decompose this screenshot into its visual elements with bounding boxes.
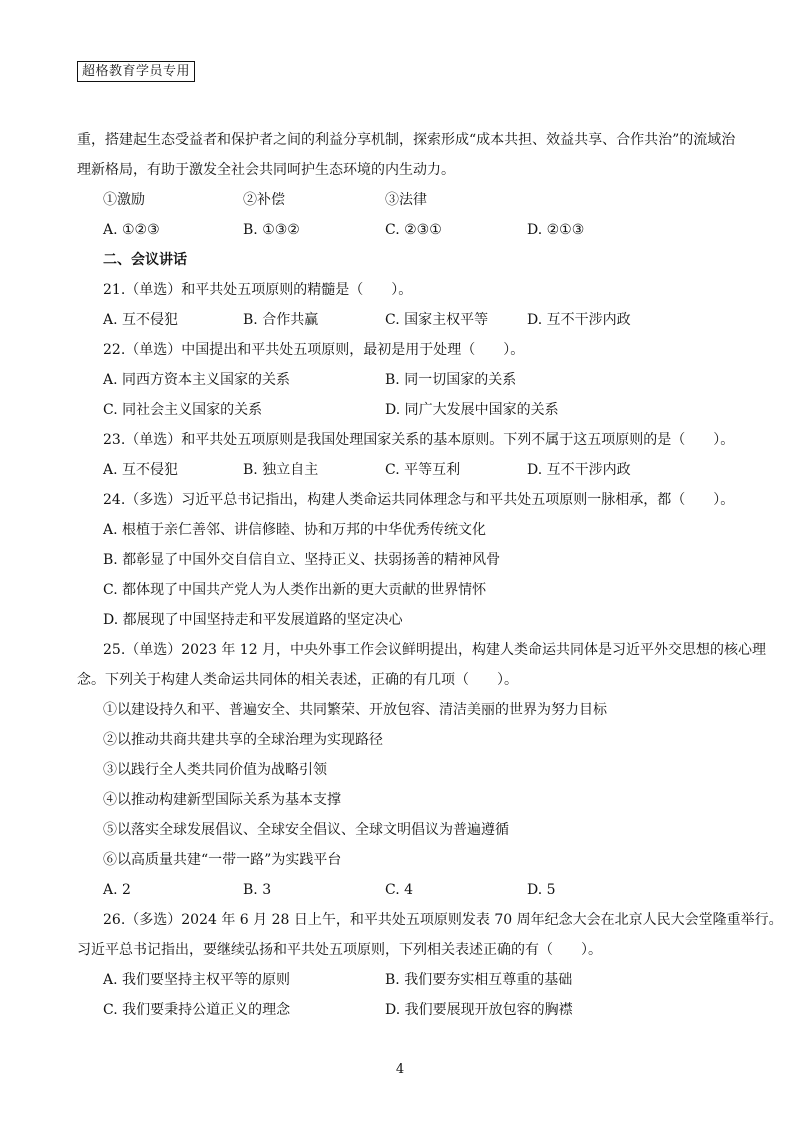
q26-option-c: C. 我们要秉持公道正义的理念 <box>103 1002 291 1018</box>
q22-stem: 22.（单选）中国提出和平共处五项原则，最初是用于处理（ ）。 <box>103 342 525 358</box>
q21-option-b: B. 合作共赢 <box>243 312 319 328</box>
q20-option-a: A. ①②③ <box>103 222 160 238</box>
q23-option-c: C. 平等互利 <box>385 462 461 478</box>
q22-option-b: B. 同一切国家的关系 <box>385 372 517 388</box>
q26-stem-line-1: 26.（多选）2024 年 6 月 28 日上午，和平共处五项原则发表 70 周年纪念大会在北京人民大会堂隆重举行。 <box>103 912 783 928</box>
q23-stem: 23.（单选）和平共处五项原则是我国处理国家关系的基本原则。下列不属于这五项原则的是（ ）。 <box>103 432 735 448</box>
q25-option-c: C. 4 <box>385 882 414 898</box>
q25-stem-line-2: 念。下列关于构建人类命运共同体的相关表述，正确的有几项（ ）。 <box>77 672 518 688</box>
q21-stem: 21.（单选）和平共处五项原则的精髓是（ ）。 <box>103 282 413 298</box>
q25-stem-line-1: 25.（单选）2023 年 12 月，中央外事工作会议鲜明提出，构建人类命运共同体是习近平外交思想的核心理 <box>103 642 767 658</box>
q20-text-line-2: 理新格局，有助于激发全社会共同呵护生态环境的内生动力。 <box>77 162 455 178</box>
q20-item-2: ②补偿 <box>243 192 285 208</box>
q21-option-a: A. 互不侵犯 <box>103 312 179 328</box>
q25-item-6: ⑥以高质量共建“一带一路”为实践平台 <box>103 852 342 868</box>
watermark-stamp: 超格教育学员专用 <box>77 61 195 82</box>
q26-option-b: B. 我们要夯实相互尊重的基础 <box>385 972 573 988</box>
q25-item-2: ②以推动共商共建共享的全球治理为实现路径 <box>103 732 383 748</box>
q23-option-d: D. 互不干涉内政 <box>527 462 631 478</box>
q24-option-a: A. 根植于亲仁善邻、讲信修睦、协和万邦的中华优秀传统文化 <box>103 522 487 538</box>
q25-option-a: A. 2 <box>103 882 131 898</box>
q26-option-a: A. 我们要坚持主权平等的原则 <box>103 972 291 988</box>
q24-option-d: D. 都展现了中国坚持走和平发展道路的坚定决心 <box>103 612 403 628</box>
q21-option-c: C. 国家主权平等 <box>385 312 489 328</box>
q21-option-d: D. 互不干涉内政 <box>527 312 631 328</box>
page-number: 4 <box>395 1062 405 1077</box>
q25-item-3: ③以践行全人类共同价值为战略引领 <box>103 762 327 778</box>
q25-item-1: ①以建设持久和平、普遍安全、共同繁荣、开放包容、清洁美丽的世界为努力目标 <box>103 702 607 718</box>
q22-option-c: C. 同社会主义国家的关系 <box>103 402 263 418</box>
q26-option-d: D. 我们要展现开放包容的胸襟 <box>385 1002 573 1018</box>
q22-option-a: A. 同西方资本主义国家的关系 <box>103 372 291 388</box>
q25-option-b: B. 3 <box>243 882 272 898</box>
q25-option-d: D. 5 <box>527 882 556 898</box>
q20-text-line-1: 重，搭建起生态受益者和保护者之间的利益分享机制，探索形成“成本共担、效益共享、合作共治”的流域治 <box>77 132 736 148</box>
q20-option-c: C. ②③① <box>385 222 442 238</box>
q25-item-5: ⑤以落实全球发展倡议、全球安全倡议、全球文明倡议为普遍遵循 <box>103 822 509 838</box>
q24-option-b: B. 都彰显了中国外交自信自立、坚持正义、扶弱扬善的精神风骨 <box>103 552 501 568</box>
section-heading: 二、会议讲话 <box>103 252 187 268</box>
q24-stem: 24.（多选）习近平总书记指出，构建人类命运共同体理念与和平共处五项原则一脉相承，都（ ）。 <box>103 492 735 508</box>
q20-option-d: D. ②①③ <box>527 222 585 238</box>
q22-option-d: D. 同广大发展中国家的关系 <box>385 402 559 418</box>
q23-option-b: B. 独立自主 <box>243 462 319 478</box>
q24-option-c: C. 都体现了中国共产党人为人类作出新的更大贡献的世界情怀 <box>103 582 487 598</box>
q20-item-3: ③法律 <box>385 192 427 208</box>
q23-option-a: A. 互不侵犯 <box>103 462 179 478</box>
q20-item-1: ①激励 <box>103 192 145 208</box>
q26-stem-line-2: 习近平总书记指出，要继续弘扬和平共处五项原则，下列相关表述正确的有（ ）。 <box>77 942 602 958</box>
q25-item-4: ④以推动构建新型国际关系为基本支撑 <box>103 792 341 808</box>
q20-option-b: B. ①③② <box>243 222 300 238</box>
